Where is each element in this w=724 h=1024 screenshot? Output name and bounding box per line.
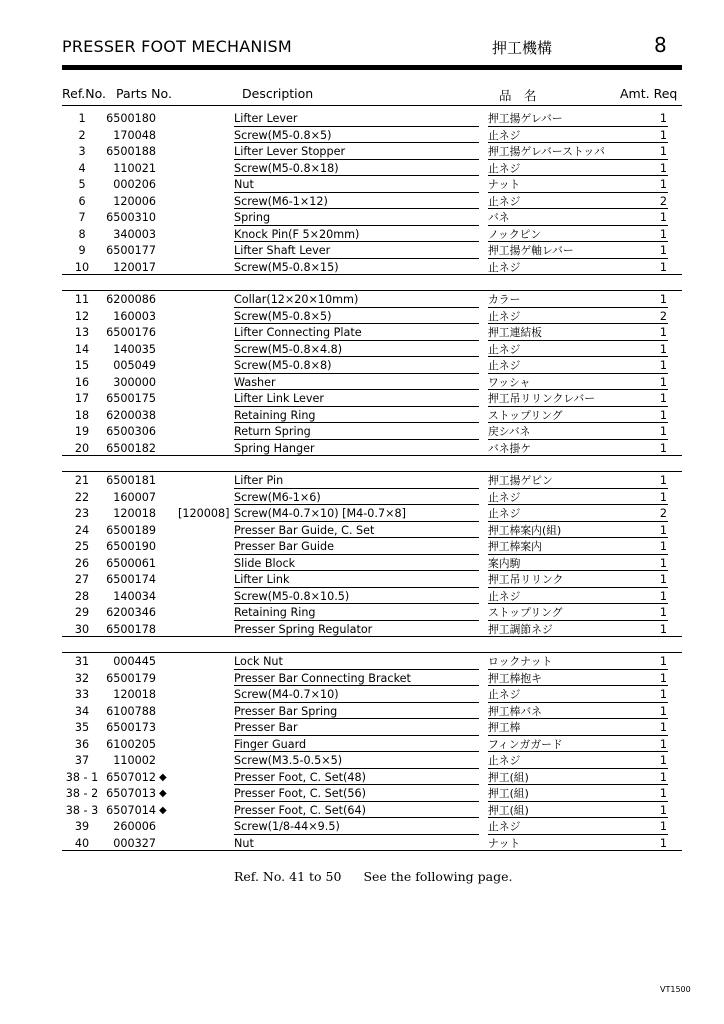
- ref-no-cell: 38 - 3: [65, 803, 99, 817]
- part-no-cell: 160007: [113, 490, 156, 504]
- description-cell: Lifter Pin: [234, 474, 284, 487]
- part-no-cell: 6500179: [106, 671, 156, 685]
- amount-cell: 1: [659, 342, 667, 356]
- jp-name-cell: 止ネジ: [488, 128, 521, 142]
- ref-no-cell: 12: [74, 309, 90, 323]
- jp-name-cell: ナット: [488, 836, 521, 850]
- part-no-cell: 6200086: [106, 293, 156, 306]
- jp-name-cell: 押工棒案内(組): [488, 523, 562, 537]
- jp-name-cell: 押工揚ゲ軸レバー: [488, 244, 574, 257]
- ref-no-cell: 34: [74, 704, 90, 718]
- description-cell: Knock Pin(F 5×20mm): [234, 227, 360, 241]
- amount-cell: 1: [659, 145, 667, 158]
- part-no-cell: 6200346: [106, 606, 156, 619]
- part-no-cell: 110002: [113, 754, 156, 767]
- parts-table: [62, 110, 682, 851]
- part-no-cell: 6500180: [106, 112, 156, 125]
- ref-no-cell: 30: [74, 622, 90, 636]
- description-cell: Retaining Ring: [234, 408, 316, 422]
- amount-cell: 1: [659, 293, 667, 306]
- description-cell: Retaining Ring: [234, 606, 316, 619]
- table-row: [62, 571, 682, 588]
- table-row: [62, 176, 682, 193]
- ref-no-cell: 10: [74, 260, 90, 274]
- amount-cell: 1: [659, 770, 667, 784]
- footnote-ref-range: Ref. No. 41 to 50: [234, 869, 342, 884]
- table-row: [62, 242, 682, 259]
- part-no-cell: 6507012: [106, 770, 156, 784]
- amount-cell: 1: [659, 803, 667, 817]
- table-row: [62, 703, 682, 720]
- description-cell: Nut: [234, 178, 254, 191]
- description-cell: Lifter Connecting Plate: [234, 326, 362, 339]
- jp-name-cell: 押工(組): [488, 770, 529, 784]
- description-cell: Spring: [234, 211, 271, 224]
- column-header-parts: Parts No.: [116, 86, 172, 101]
- ref-no-cell: 19: [74, 425, 90, 438]
- part-no-cell: 6500188: [106, 145, 156, 158]
- jp-name-cell: 止ネジ: [488, 342, 521, 356]
- table-row: [62, 374, 682, 391]
- jp-name-cell: 押工(組): [488, 787, 529, 800]
- amount-cell: 1: [659, 490, 667, 504]
- header-rule: [62, 65, 682, 70]
- table-row: [62, 226, 682, 243]
- description-cell: Lifter Shaft Lever: [234, 244, 331, 257]
- jp-name-cell: カラー: [488, 293, 521, 306]
- group-separator: [62, 275, 682, 291]
- amount-cell: 2: [659, 194, 667, 208]
- jp-name-cell: 止ネジ: [488, 490, 521, 504]
- ref-no-cell: 9: [78, 244, 86, 257]
- ref-no-cell: 24: [74, 523, 90, 537]
- part-no-cell: 6507014: [106, 803, 156, 817]
- ref-no-cell: 28: [74, 589, 90, 603]
- jp-name-cell: 押工吊リリンクレバー: [488, 392, 595, 405]
- amount-cell: 1: [659, 622, 667, 636]
- description-cell: Screw(M5-0.8×10.5): [234, 589, 350, 603]
- jp-name-cell: 案内駒: [488, 556, 521, 570]
- part-no-cell: 110021: [113, 161, 156, 175]
- table-row: [62, 588, 682, 605]
- jp-name-cell: 押工連結板: [488, 326, 542, 339]
- page-title: PRESSER FOOT MECHANISM: [62, 37, 292, 56]
- jp-name-cell: 止ネジ: [488, 820, 521, 833]
- ref-no-cell: 35: [74, 721, 90, 734]
- part-no-cell: 6100205: [106, 737, 156, 751]
- ref-no-cell: 26: [74, 556, 90, 570]
- ref-no-cell: 4: [78, 161, 86, 175]
- description-cell: Presser Spring Regulator: [234, 622, 373, 636]
- description-cell: Screw(1/8-44×9.5): [234, 820, 340, 833]
- ref-no-cell: 3: [78, 145, 86, 158]
- group-separator: [62, 456, 682, 472]
- amount-cell: 1: [659, 178, 667, 191]
- document-code: VT1500: [660, 985, 691, 994]
- jp-name-cell: 押工吊リリンク: [488, 573, 564, 586]
- amount-cell: 1: [659, 408, 667, 422]
- amount-cell: 1: [659, 112, 667, 125]
- part-no-cell: 300000: [113, 375, 156, 389]
- amount-cell: 1: [659, 606, 667, 619]
- table-row: [62, 472, 682, 489]
- jp-name-cell: 押工棒バネ: [488, 704, 542, 718]
- part-no-cell: 140035: [113, 342, 156, 356]
- table-row: [62, 341, 682, 358]
- description-cell: Screw(M6-1×6): [234, 490, 321, 504]
- description-cell: Spring Hanger: [234, 441, 315, 455]
- ref-no-cell: 23: [74, 507, 90, 520]
- amount-cell: 1: [659, 721, 667, 734]
- description-cell: Presser Bar Guide: [234, 540, 335, 553]
- ref-no-cell: 38 - 1: [65, 770, 99, 784]
- part-no-cell: 6500181: [106, 474, 156, 487]
- column-header-rule: [62, 105, 682, 106]
- ref-no-cell: 38 - 2: [65, 787, 99, 800]
- table-row: [62, 802, 682, 819]
- description-cell: Screw(M5-0.8×5): [234, 309, 332, 323]
- description-cell: Presser Foot, C. Set(64): [234, 803, 366, 817]
- table-row: [62, 818, 682, 835]
- table-row: [62, 604, 682, 621]
- jp-name-cell: 止ネジ: [488, 309, 521, 323]
- description-cell: Screw(M5-0.8×15): [234, 260, 339, 274]
- description-cell: Screw(M6-1×12): [234, 194, 328, 208]
- description-cell: Screw(M5-0.8×8): [234, 359, 332, 372]
- amount-cell: 1: [659, 128, 667, 142]
- description-cell: Screw(M5-0.8×4.8): [234, 342, 343, 356]
- ref-no-cell: 36: [74, 737, 90, 751]
- part-no-cell: 6500173: [106, 721, 156, 734]
- table-row: [62, 324, 682, 341]
- part-no-cell: 6507013: [106, 787, 156, 800]
- part-no-cell: 6500182: [106, 441, 156, 455]
- part-no-cell: 340003: [113, 227, 156, 241]
- alt-part-no-cell: [120008]: [178, 507, 230, 520]
- ref-no-cell: 15: [74, 359, 90, 372]
- part-no-cell: 000445: [113, 655, 156, 668]
- amount-cell: 1: [659, 523, 667, 537]
- ref-no-cell: 8: [78, 227, 86, 241]
- jp-name-cell: ナット: [488, 178, 521, 191]
- amount-cell: 1: [659, 787, 667, 800]
- jp-name-cell: 止ネジ: [488, 194, 521, 208]
- ref-no-cell: 31: [74, 655, 90, 668]
- diamond-mark: ◆: [159, 788, 167, 799]
- description-cell: Screw(M3.5-0.5×5): [234, 754, 343, 767]
- ref-no-cell: 1: [78, 112, 86, 125]
- amount-cell: 1: [659, 688, 667, 701]
- part-no-cell: 6200038: [106, 408, 156, 422]
- description-cell: Screw(M5-0.8×18): [234, 161, 339, 175]
- ref-no-cell: 32: [74, 671, 90, 685]
- part-no-cell: 005049: [113, 359, 156, 372]
- table-row: [62, 538, 682, 555]
- part-no-cell: 260006: [113, 820, 156, 833]
- row-rule: [62, 850, 682, 851]
- jp-name-cell: フィンガガード: [488, 737, 563, 751]
- part-no-cell: 6500176: [106, 326, 156, 339]
- column-header-amount: Amt. Req: [620, 86, 678, 101]
- table-row: [62, 785, 682, 802]
- jp-name-cell: 押工棒抱キ: [488, 671, 542, 685]
- description-cell: Lifter Lever: [234, 112, 298, 125]
- table-row: [62, 555, 682, 572]
- table-row: [62, 259, 682, 276]
- table-row: [62, 308, 682, 325]
- ref-no-cell: 18: [74, 408, 90, 422]
- table-row: [62, 423, 682, 440]
- part-no-cell: 6500306: [106, 425, 156, 438]
- table-row: [62, 489, 682, 506]
- jp-name-cell: 押工棒案内: [488, 540, 542, 553]
- part-no-cell: 120018: [113, 507, 156, 520]
- table-row: [62, 653, 682, 670]
- diamond-mark: ◆: [159, 771, 167, 783]
- jp-name-cell: 止ネジ: [488, 688, 521, 701]
- jp-name-cell: バネ掛ケ: [488, 441, 532, 455]
- description-cell: Finger Guard: [234, 737, 307, 751]
- jp-name-cell: ワッシャ: [488, 375, 531, 389]
- table-row: [62, 291, 682, 308]
- part-no-cell: 6500310: [106, 211, 156, 224]
- table-row: [62, 407, 682, 424]
- diamond-mark: ◆: [159, 804, 167, 816]
- description-cell: Washer: [234, 375, 276, 389]
- amount-cell: 1: [659, 161, 667, 175]
- jp-name-cell: 押工揚ゲピン: [488, 474, 553, 487]
- ref-no-cell: 21: [74, 474, 90, 487]
- ref-no-cell: 33: [74, 688, 90, 701]
- amount-cell: 1: [659, 474, 667, 487]
- table-row: [62, 621, 682, 638]
- description-cell: Presser Foot, C. Set(48): [234, 770, 366, 784]
- ref-no-cell: 37: [74, 754, 90, 767]
- part-no-cell: 6500189: [106, 523, 156, 537]
- part-no-cell: 6500061: [106, 556, 156, 570]
- amount-cell: 1: [659, 211, 667, 224]
- part-no-cell: 120006: [113, 194, 156, 208]
- ref-no-cell: 17: [74, 392, 90, 405]
- ref-no-cell: 14: [74, 342, 90, 356]
- amount-cell: 1: [659, 754, 667, 767]
- description-cell: Nut: [234, 836, 254, 850]
- amount-cell: 1: [659, 375, 667, 389]
- table-row: [62, 522, 682, 539]
- page-title-jp: 押工機構: [492, 39, 553, 57]
- jp-name-cell: 押工棒: [488, 721, 521, 734]
- description-cell: Lifter Link Lever: [234, 392, 324, 405]
- ref-no-cell: 7: [78, 211, 86, 224]
- table-row: [62, 390, 682, 407]
- description-cell: Presser Bar: [234, 721, 298, 734]
- amount-cell: 2: [659, 309, 667, 323]
- jp-name-cell: バネ: [488, 211, 510, 224]
- part-no-cell: 120017: [113, 260, 156, 274]
- part-no-cell: 170048: [113, 128, 156, 142]
- part-no-cell: 140034: [113, 589, 156, 603]
- amount-cell: 1: [659, 737, 667, 751]
- part-no-cell: 6500174: [106, 573, 156, 586]
- jp-name-cell: 押工揚ゲレバー: [488, 112, 563, 125]
- amount-cell: 1: [659, 392, 667, 405]
- ref-no-cell: 22: [74, 490, 90, 504]
- amount-cell: 1: [659, 573, 667, 586]
- ref-no-cell: 16: [74, 375, 90, 389]
- jp-name-cell: 押工揚ゲレバーストッパ: [488, 145, 605, 158]
- jp-name-cell: ノックピン: [488, 227, 542, 241]
- description-cell: Presser Foot, C. Set(56): [234, 787, 366, 800]
- ref-no-cell: 20: [74, 441, 90, 455]
- table-row: [62, 143, 682, 160]
- description-cell: Screw(M5-0.8×5): [234, 128, 332, 142]
- jp-name-cell: ストップリング: [488, 606, 563, 619]
- part-no-cell: 6500177: [106, 244, 156, 257]
- amount-cell: 1: [659, 556, 667, 570]
- description-cell: Collar(12×20×10mm): [234, 293, 359, 306]
- table-row: [62, 160, 682, 177]
- column-header-description: Description: [242, 86, 314, 101]
- description-cell: Lifter Link: [234, 573, 290, 586]
- table-row: [62, 357, 682, 374]
- jp-name-cell: 止ネジ: [488, 260, 521, 274]
- jp-name-cell: 止ネジ: [488, 161, 521, 175]
- table-row: [62, 110, 682, 127]
- part-no-cell: 000327: [113, 836, 156, 850]
- table-row: [62, 736, 682, 753]
- table-row: [62, 209, 682, 226]
- table-row: [62, 769, 682, 786]
- ref-no-cell: 11: [74, 293, 90, 306]
- ref-no-cell: 5: [78, 178, 86, 191]
- ref-no-cell: 13: [74, 326, 90, 339]
- group-separator: [62, 637, 682, 653]
- description-cell: Lifter Lever Stopper: [234, 145, 346, 158]
- description-cell: Slide Block: [234, 556, 296, 570]
- amount-cell: 1: [659, 540, 667, 553]
- amount-cell: 1: [659, 425, 667, 438]
- jp-name-cell: 押工調節ネジ: [488, 622, 553, 636]
- ref-no-cell: 27: [74, 573, 90, 586]
- amount-cell: 1: [659, 244, 667, 257]
- part-no-cell: 6100788: [106, 704, 156, 718]
- table-row: [62, 752, 682, 769]
- amount-cell: 1: [659, 359, 667, 372]
- amount-cell: 1: [659, 836, 667, 850]
- ref-no-cell: 40: [74, 836, 90, 850]
- ref-no-cell: 2: [78, 128, 86, 142]
- part-no-cell: 6500178: [106, 622, 156, 636]
- description-cell: Presser Bar Spring: [234, 704, 338, 718]
- jp-name-cell: 止ネジ: [488, 754, 521, 767]
- description-cell: Return Spring: [234, 425, 311, 438]
- table-row: [62, 193, 682, 210]
- amount-cell: 1: [659, 671, 667, 685]
- amount-cell: 1: [659, 820, 667, 833]
- amount-cell: 1: [659, 227, 667, 241]
- amount-cell: 1: [659, 589, 667, 603]
- description-cell: Presser Bar Connecting Bracket: [234, 671, 411, 685]
- jp-name-cell: 止ネジ: [488, 507, 521, 520]
- table-row: [62, 686, 682, 703]
- part-no-cell: 120018: [113, 688, 156, 701]
- amount-cell: 1: [659, 260, 667, 274]
- table-row: [62, 670, 682, 687]
- jp-name-cell: ストップリング: [488, 408, 563, 422]
- table-row: [62, 719, 682, 736]
- part-no-cell: 000206: [113, 178, 156, 191]
- part-no-cell: 6500190: [106, 540, 156, 553]
- part-no-cell: 6500175: [106, 392, 156, 405]
- page-number: 8: [654, 33, 667, 57]
- ref-no-cell: 25: [74, 540, 90, 553]
- jp-name-cell: 止ネジ: [488, 589, 521, 603]
- footnote: [234, 869, 512, 884]
- amount-cell: 1: [659, 655, 667, 668]
- description-cell: Lock Nut: [234, 655, 283, 668]
- table-row: [62, 440, 682, 457]
- column-header-jp-name: 品 名: [499, 88, 537, 103]
- ref-no-cell: 6: [78, 194, 86, 208]
- table-row: [62, 127, 682, 144]
- ref-no-cell: 29: [74, 606, 90, 619]
- jp-name-cell: 戻シバネ: [488, 425, 531, 438]
- table-row: [62, 505, 682, 522]
- column-header-ref: Ref.No.: [62, 86, 107, 101]
- jp-name-cell: ロックナット: [488, 655, 553, 668]
- amount-cell: 1: [659, 441, 667, 455]
- jp-name-cell: 押工(組): [488, 803, 529, 817]
- footnote-note: See the following page.: [363, 869, 513, 884]
- description-cell: Presser Bar Guide, C. Set: [234, 523, 375, 537]
- description-cell: Screw(M4-0.7×10) [M4-0.7×8]: [234, 507, 406, 520]
- part-no-cell: 160003: [113, 309, 156, 323]
- table-row: [62, 835, 682, 852]
- jp-name-cell: 止ネジ: [488, 359, 521, 372]
- description-cell: Screw(M4-0.7×10): [234, 688, 339, 701]
- amount-cell: 2: [659, 507, 667, 520]
- ref-no-cell: 39: [74, 820, 90, 833]
- amount-cell: 1: [659, 704, 667, 718]
- amount-cell: 1: [659, 326, 667, 339]
